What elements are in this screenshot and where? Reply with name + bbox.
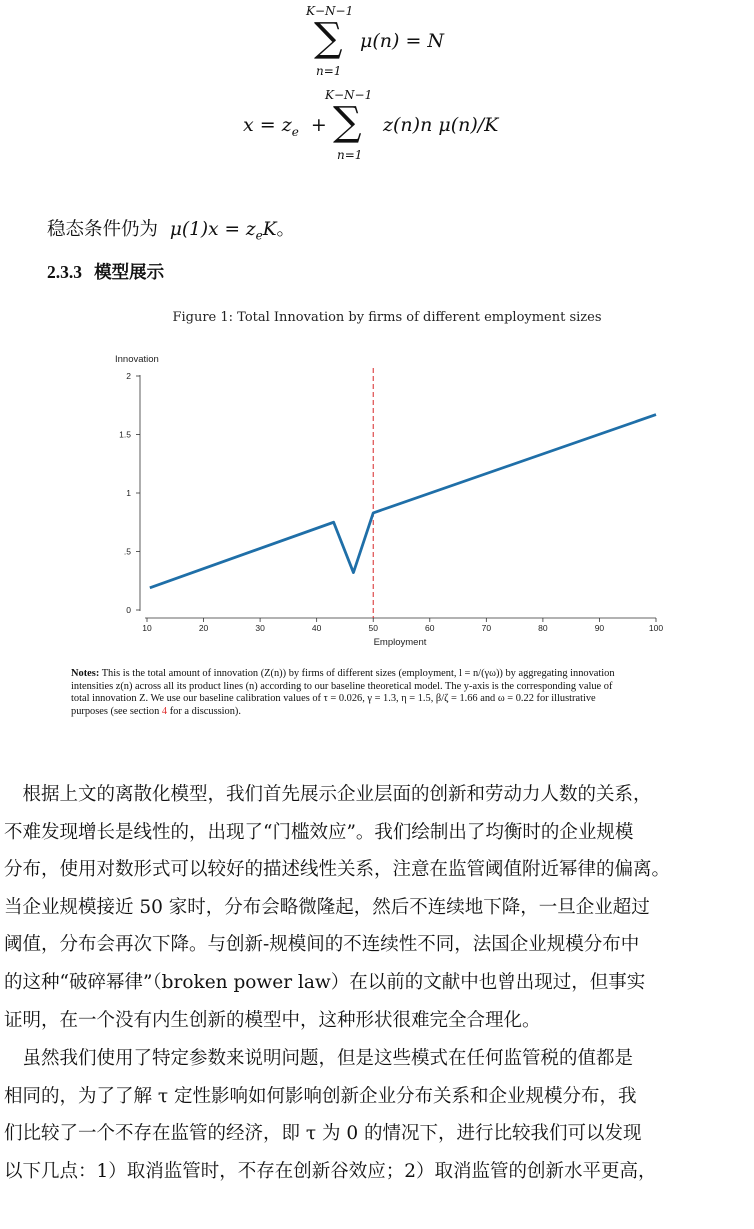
equation-2 bbox=[243, 86, 533, 166]
x-tick-label: 30 bbox=[255, 623, 265, 633]
paragraph-line: 证明，在一个没有内生创新的模型中，这种形状很难完全合理化。 bbox=[4, 1009, 541, 1031]
equation-1 bbox=[300, 4, 470, 82]
eq2-sum-symbol: ∑ bbox=[333, 99, 362, 145]
x-tick-label: 40 bbox=[311, 623, 322, 633]
y-ticks bbox=[119, 371, 140, 615]
y-axis-label: Innovation bbox=[115, 354, 159, 365]
x-tick-label: 80 bbox=[538, 623, 548, 633]
x-tick-label: 20 bbox=[198, 623, 209, 633]
section-title: 模型展示 bbox=[94, 263, 165, 283]
paragraph-line: 以下几点：1）取消监管时，不存在创新谷效应；2）取消监管的创新水平更高， bbox=[4, 1160, 657, 1182]
paragraph-line: 当企业规模接近 50 家时，分布会略微隆起，然后不连续地下降，一旦企业超过 bbox=[4, 896, 650, 918]
paragraph-1 bbox=[4, 776, 670, 1039]
x-tick-label: 10 bbox=[142, 623, 152, 633]
innovation-chart bbox=[100, 348, 680, 648]
paragraph-line: 们比较了一个不存在监管的经济，即 τ 为 0 的情况下，进行比较我们可以发现 bbox=[4, 1123, 642, 1145]
x-tick-label: 70 bbox=[481, 623, 492, 633]
paragraph-line: 阈值，分布会再次下降。与创新-规模间的不连续性不同，法国企业规模分布中 bbox=[4, 934, 640, 956]
eq2-lhs-subscript: e bbox=[291, 124, 299, 139]
steady-state-formula bbox=[169, 219, 277, 243]
steady-state-formula-a: μ(1)x = z bbox=[169, 219, 256, 240]
notes-line-2: intensities z(n) across all its product lines (n) according to our baseline theoretical model. The y-axis is the corresponding value of bbox=[71, 680, 613, 692]
y-tick-label: 2 bbox=[126, 371, 131, 381]
paragraph-line: 虽然我们使用了特定参数来说明问题，但是这些模式在任何监管税的值都是 bbox=[4, 1048, 634, 1069]
notes-line-4 bbox=[71, 706, 615, 719]
paragraph-line: 的这种“破碎幂律”（broken power law）在以前的文献中也曾出现过，但事实 bbox=[4, 971, 646, 993]
eq1-sum-symbol: ∑ bbox=[314, 15, 343, 61]
eq2-upper-limit: K−N−1 bbox=[325, 88, 373, 102]
eq1-upper-limit: K−N−1 bbox=[306, 4, 354, 18]
steady-state-prefix: 稳态条件仍为 bbox=[47, 219, 159, 240]
eq1-body: μ(n) = N bbox=[360, 30, 445, 52]
notes-line-1 bbox=[71, 668, 615, 681]
x-tick-label: 60 bbox=[425, 623, 435, 633]
eq2-lower-limit: n=1 bbox=[337, 148, 363, 162]
notes-text-4a: purposes (see section bbox=[71, 705, 162, 717]
eq2-lhs-text: x = z bbox=[243, 114, 292, 136]
figure-notes bbox=[71, 668, 615, 718]
eq2-lhs bbox=[243, 114, 327, 139]
y-tick-label: 0 bbox=[126, 605, 131, 615]
x-tick-label: 90 bbox=[594, 623, 605, 633]
x-axis-label: Employment bbox=[373, 637, 427, 648]
y-tick-label: 1 bbox=[126, 488, 131, 498]
paragraph-line: 相同的，为了了解 τ 定性影响如何影响创新企业分布关系和企业规模分布，我 bbox=[4, 1085, 637, 1107]
eq2-plus: + bbox=[310, 114, 327, 136]
section-number: 2.3.3 bbox=[47, 262, 82, 282]
eq2-body: z(n)n μ(n)/K bbox=[383, 114, 499, 136]
steady-state-formula-b: K bbox=[262, 219, 277, 240]
paragraph-line: 不难发现增长是线性的，出现了“门槛效应”。我们绘制出了均衡时的企业规模 bbox=[4, 821, 634, 843]
section-heading bbox=[47, 259, 164, 284]
paragraph-line: 分布，使用对数形式可以较好的描述线性关系，注意在监管阈值附近幂律的偏离。 bbox=[4, 859, 671, 881]
x-ticks bbox=[142, 618, 663, 633]
notes-text-4b: for a discussion). bbox=[167, 705, 241, 717]
paragraph-line: 根据上文的离散化模型，我们首先展示企业层面的创新和劳动力人数的关系， bbox=[4, 784, 652, 805]
x-tick-label: 50 bbox=[368, 623, 378, 633]
paragraph-2 bbox=[4, 1040, 657, 1190]
x-tick-label: 100 bbox=[648, 623, 664, 633]
steady-state-line bbox=[47, 215, 295, 243]
notes-text-1: This is the total amount of innovation (Z(n)) by firms of different sizes (employment, l = n/(γω)) by aggregating innovation bbox=[101, 668, 615, 679]
y-tick-label: .5 bbox=[123, 546, 131, 557]
eq1-lower-limit: n=1 bbox=[316, 64, 342, 78]
figure-caption: Figure 1: Total Innovation by firms of different employment sizes bbox=[172, 310, 602, 325]
notes-line-3: total innovation Z. We use our baseline calibration values of τ = 0.026, γ = 1.3, η = 1.5, β/ζ = 1.66 and ω = 0.22 for illustrative bbox=[71, 693, 596, 705]
steady-state-formula-sub: e bbox=[255, 228, 263, 243]
innovation-series-line bbox=[150, 415, 656, 588]
section-ref-link[interactable]: 4 bbox=[161, 705, 168, 717]
y-tick-label: 1.5 bbox=[119, 429, 131, 440]
steady-state-suffix: 。 bbox=[276, 219, 296, 240]
notes-label: Notes: bbox=[71, 668, 100, 679]
